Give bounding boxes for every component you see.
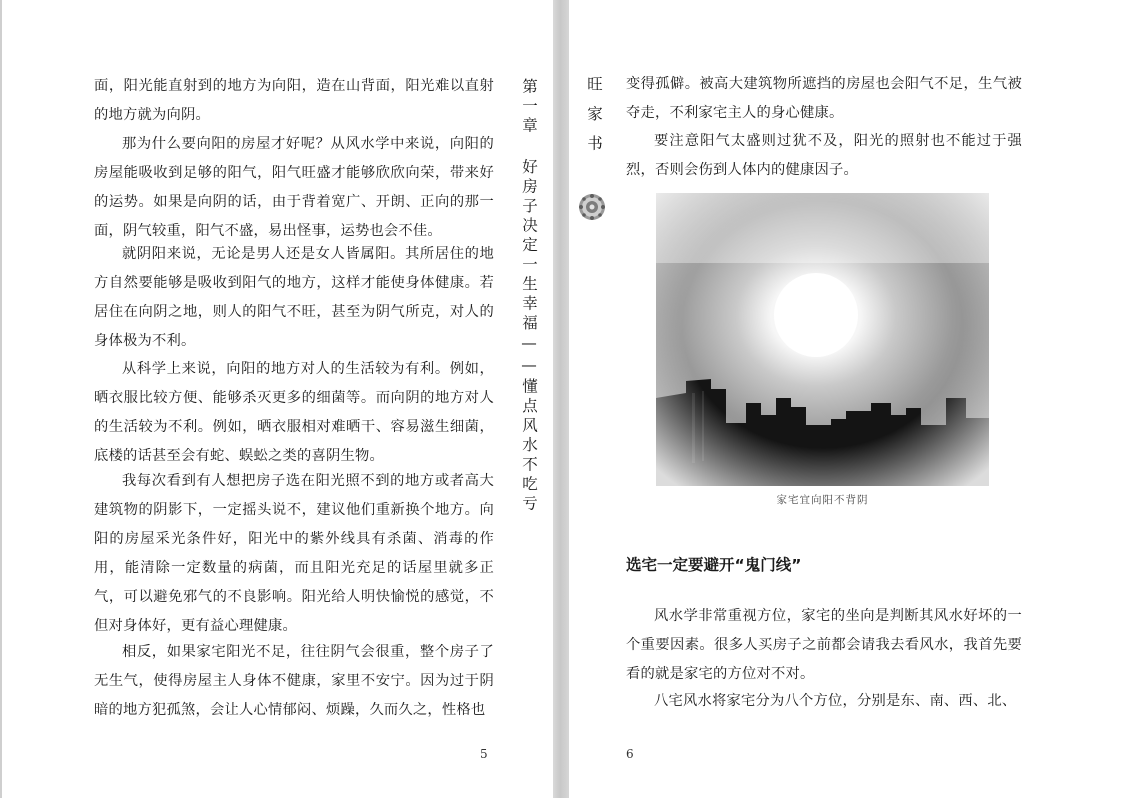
book-header: 旺家书 — [585, 76, 603, 165]
right-page — [569, 0, 1121, 798]
paragraph-4: 从科学上来说，向阳的地方对人的生活较为有利。例如，晒衣服比较方便、能够杀灭更多的细菌等。而向阴的地方对人的生活较为不利。例如，晒衣服相对难晒干、容易滋生细菌，底楼的话甚至会有蛇、蜈蚣之类的喜阴生物。 — [94, 361, 494, 464]
left-page — [0, 0, 553, 798]
emblem-icon — [577, 192, 607, 222]
photo-caption: 家宅宜向阳不背阴 — [776, 494, 869, 506]
section-title: 选宅一定要避开“鬼门线” — [626, 556, 802, 574]
sun-city-photo — [656, 193, 989, 486]
paragraph-9: 风水学非常重视方位，家宅的坐向是判断其风水好坏的一个重要因素。很多人买房子之前都会请我去看风水，我首先要看的就是家宅的方位对不对。 — [626, 608, 1022, 682]
paragraph-10: 八宅风水将家宅分为八个方位，分别是东、南、西、北、 — [654, 693, 1017, 709]
page-number-right: 6 — [626, 747, 634, 761]
page-number-left: 5 — [480, 747, 488, 761]
chapter-header: 第一章 好房子决定一生幸福——懂点风水不吃亏 — [520, 78, 538, 515]
paragraph-7: 变得孤僻。被高大建筑物所遮挡的房屋也会阳气不足，生气被夺走，不利家宅主人的身心健康。 — [626, 76, 1022, 121]
paragraph-5: 我每次看到有人想把房子选在阳光照不到的地方或者高大建筑物的阴影下，一定摇头说不，建议他们重新换个地方。向阳的房屋采光条件好，阳光中的紫外线具有杀菌、消毒的作用，能清除一定数量的病菌，而且阳光充足的话屋里就多正气，可以避免邪气的不良影响。阳光给人明快愉悦的感觉，不但对身体好，更有益心理健康。 — [94, 473, 494, 634]
paragraph-8: 要注意阳气太盛则过犹不及，阳光的照射也不能过于强烈，否则会伤到人体内的健康因子。 — [626, 133, 1022, 178]
paragraph-3: 就阴阳来说，无论是男人还是女人皆属阳。其所居住的地方自然要能够是吸收到阳气的地方，这样才能使身体健康。若居住在向阴之地，则人的阳气不旺，甚至为阴气所克，对人的身体极为不利。 — [94, 246, 494, 349]
paragraph-6: 相反，如果家宅阳光不足，往往阴气会很重，整个房子了无生气，使得房屋主人身体不健康，家里不安宁。因为过于阴暗的地方犯孤煞，会让人心情郁闷、烦躁，久而久之，性格也 — [94, 644, 494, 718]
book-gutter — [553, 0, 569, 798]
paragraph-1: 面，阳光能直射到的地方为向阳，造在山背面，阳光难以直射的地方就为向阴。 — [94, 78, 494, 123]
paragraph-2: 那为什么要向阳的房屋才好呢？从风水学中来说，向阳的房屋能吸收到足够的阳气，阳气旺盛才能够欣欣向荣，带来好的运势。如果是向阴的话，由于背着宽广、开朗、正向的那一面，阴气较重，阳气不盛，易出怪事，运势也会不佳。 — [94, 136, 494, 239]
